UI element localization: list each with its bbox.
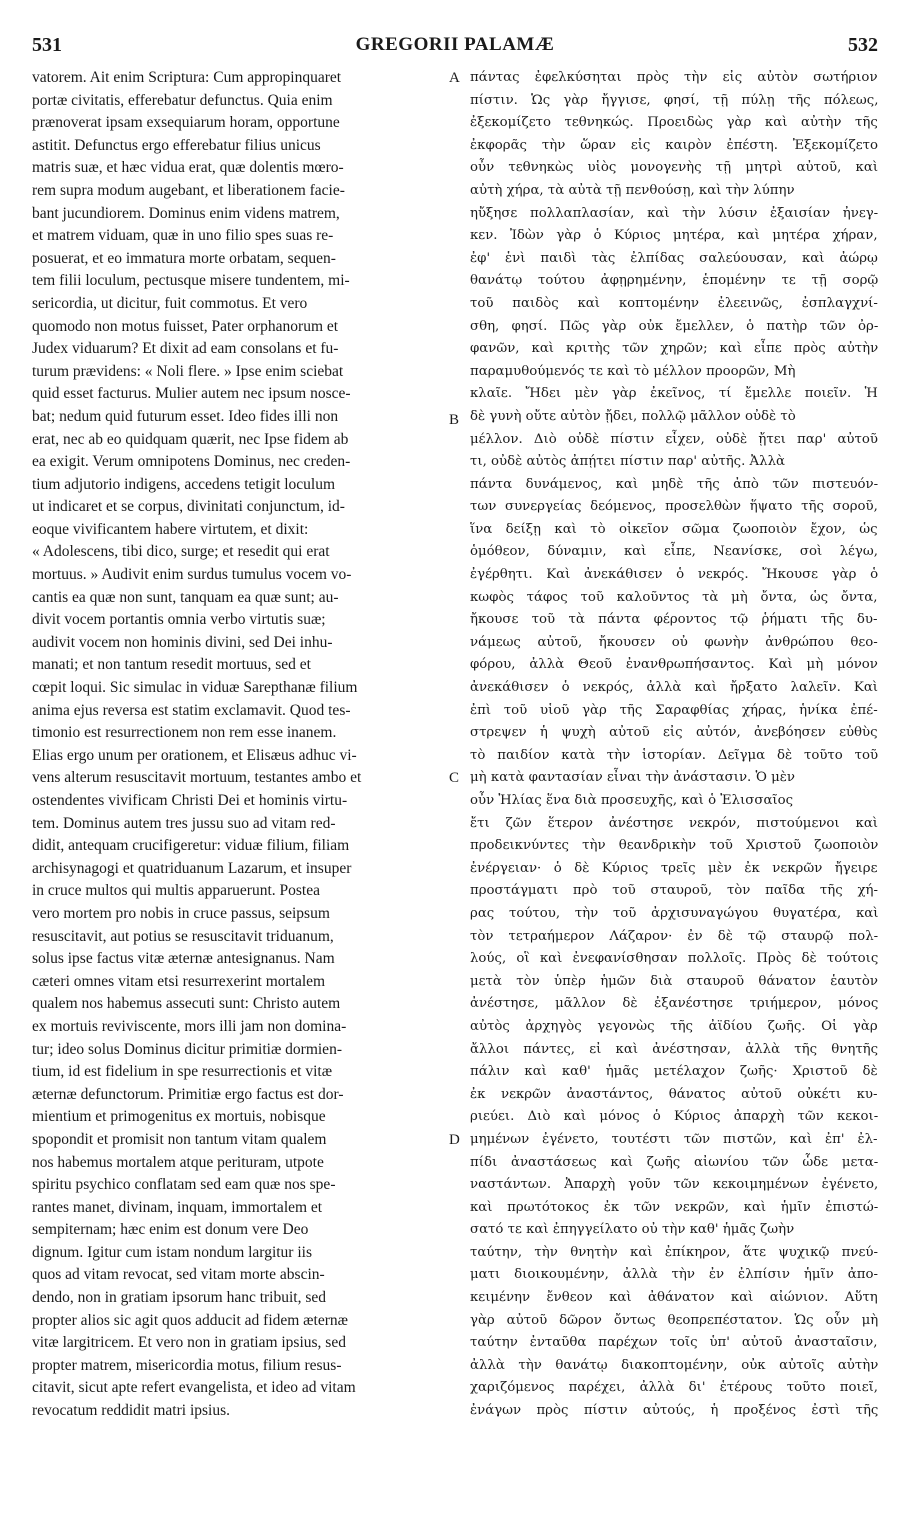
latin-text-line: portæ civitatis, efferebatur defunctus. Quia enim <box>32 91 333 109</box>
greek-text-line: ἐπὶ τοῦ υἱοῦ γὰρ τῆς Σαραφθίας χήρας, ἡνίκα ἐπέ- <box>470 702 878 718</box>
latin-text-line: tium adjutorio indigens, accedens tetigit loculum <box>32 475 336 493</box>
greek-text-line: τὸ παιδίον κατὰ τὴν ἱστορίαν. Δεῖγμα δὲ τοῦτο τοῦ <box>470 747 878 763</box>
greek-text-line: ματι διοικουμένην, ἀλλὰ τὴν ἐν ἐλπίσιν ἡμῖν ἀπο- <box>470 1267 878 1283</box>
latin-text-line: vero mortem pro nobis in cruce passus, seipsum <box>32 904 330 922</box>
latin-text-line: erat, nec ab eo quidquam quærit, nec Ipse fidem ab <box>32 430 349 448</box>
greek-text-line: τοῦ παιδὸς καὶ κοπτομένην ἐλεεινῶς, ἐσπλαγχνί- <box>470 295 878 311</box>
latin-text-line: tur; ideo solus Dominus dicitur primitiæ dormien- <box>32 1040 342 1058</box>
margin-marker-a: A <box>449 70 460 86</box>
greek-text-line: ρας τούτου, τὴν τοῦ ἀρχισυναγώγου θυγατέρα, καὶ <box>470 905 878 921</box>
margin-marker-b: B <box>449 412 460 428</box>
greek-text-line: ταύτην ἐνταῦθα παρέχων τοῖς ὑπ' αὐτοῦ ἀνασταῖσιν, <box>470 1335 878 1351</box>
latin-text-line: posuerat, et eo immatura morte orbatam, sequen- <box>32 249 336 267</box>
latin-text-line: citavit, sicut apte refert evangelista, et ideo ad vitam <box>32 1379 356 1397</box>
greek-text-line: μὴ κατὰ φαντασίαν εἶναι τὴν ἀνάστασιν. Ὁ μὲν <box>470 770 796 786</box>
greek-text-line: κλαῖε. Ἤδει μὲν γὰρ ἐκεῖνος, τί ἔμελλε ποιεῖν. Ἡ <box>470 386 878 402</box>
greek-text-line: ἐφ' ἑνὶ παιδὶ τὰς ἐλπίδας σαλεύουσαν, καὶ ἀώρῳ <box>470 250 878 266</box>
greek-text-line: λούς, οἳ καὶ ἐνεφανίσθησαν πολλοῖς. Πρὸς δὲ τούτοις <box>470 951 878 967</box>
greek-text-line: κωφὸς τάφος τοῦ καλοῦντος τὰ μὴ ὄντα, ὡς ὄντα, <box>470 589 878 605</box>
greek-text-line: τι, οὐδὲ αὐτὸς ἀπῄτει πίστιν παρ' αὐτῆς. Ἀλλὰ <box>470 454 785 470</box>
latin-text-line: quid esset facturus. Mulier autem nec ipsum nosce- <box>32 385 351 403</box>
greek-text-line: οὖν Ἠλίας ἕνα διὰ προσευχῆς, καὶ ὁ Ἐλισσαῖος <box>470 793 794 808</box>
greek-text-line: φανῶν, καὶ κριτὴς τῶν χηρῶν; καὶ εἶπε πρὸς αὐτὴν <box>470 341 878 357</box>
greek-text-line: σθη, φησί. Πῶς γὰρ οὐκ ἔμελλεν, ὁ πατὴρ τῶν ὀρ- <box>470 318 878 334</box>
latin-text-line: ut indicaret et se corpus, divinitati conjunctum, id- <box>32 498 345 516</box>
greek-text-line: μημένων ἐγένετο, τουτέστι τῶν πιστῶν, καὶ ἐπ' ἐλ- <box>470 1131 878 1147</box>
greek-text-line: ἔτι ζῶν ἕτερον ἀνέστησε νεκρόν, πιστούμενοι καὶ <box>470 815 878 831</box>
greek-text-line: ἵνα δείξῃ καὶ τὸ οἰκεῖον σῶμα ζωοποιὸν ἔχον, ὡς <box>470 521 878 537</box>
greek-text-line: προδεικνύντες τὴν θεανδρικὴν τοῦ Χριστοῦ ζωοποιὸν <box>470 838 878 854</box>
latin-text-line: vatorem. Ait enim Scriptura: Cum appropinquaret <box>32 69 342 86</box>
greek-text-line: μετὰ τὸν ὑπὲρ ἡμῶν διὰ σταυροῦ θάνατον ἑαυτὸν <box>470 973 878 989</box>
latin-text-line: tem filii loculum, pectusque misere tundentem, mi- <box>32 272 350 290</box>
greek-text-line: ὁμόθεον, δύναμιν, καὶ εἶπε, Νεανίσκε, σοὶ λέγω, <box>470 544 878 560</box>
running-title: GREGORII PALAMÆ <box>355 34 555 55</box>
latin-text-line: tium, id est fidelium in spe resurrectionis et vitæ <box>32 1063 333 1081</box>
greek-text-line: παραμυθούμενός τε καὶ τὸ μέλλον προορῶν, Μὴ <box>470 363 796 379</box>
greek-text-line: των συνεργείας δεόμενος, προσελθὼν ἥψατο τῆς σοροῦ, <box>470 499 878 515</box>
latin-text-line: æternæ defunctorum. Primitiæ ergo factus est dor- <box>32 1085 344 1103</box>
greek-text-line: ἐκφορᾶς τὴν ὥραν εἰς καιρὸν ἐπέστη. Ἐξεκομίζετο <box>470 137 878 153</box>
margin-marker-d: D <box>449 1132 460 1148</box>
greek-text-line: ἐνάγων πρὸς πίστιν αὐτούς, ἡ προξένος ἐστὶ τῆς <box>470 1403 878 1419</box>
latin-text-line: sericordia, ut dicitur, fuit commotus. Et vero <box>32 294 308 312</box>
latin-text-line: propter alios sic agit quos adducit ad fidem æternæ <box>32 1311 348 1329</box>
latin-text-line: rem supra modum augebant, et liberationem facie- <box>32 181 345 199</box>
greek-text-line: πάντας ἐφελκύσηται πρὸς τὴν εἰς αὐτὸν σωτήριον <box>470 70 878 85</box>
margin-marker-c: C <box>449 770 460 786</box>
latin-text-line: quos ad vitam revocat, sed vitam morte abscin- <box>32 1266 325 1284</box>
left-page-number: 531 <box>32 34 62 56</box>
latin-text-line: ex mortuis reviviscente, mors illi jam non domina- <box>32 1017 347 1035</box>
greek-text-line: τὸν τετραήμερον Λάζαρον· ἐν δὲ τῷ σταυρῷ πολ- <box>470 928 878 944</box>
greek-text-line: ἐκ νεκρῶν ἀναστάντος, θάνατος αὐτοῦ οὐκέτι κυ- <box>470 1086 878 1102</box>
latin-text-line: anima ejus reversa est statim exclamavit. Quod tes- <box>32 701 351 719</box>
greek-text-line: πάντα δυνάμενος, καὶ μηδὲ τῆς ἀπὸ τῶν πιστευόν- <box>470 476 878 492</box>
latin-text-line: quomodo non motus fuisset, Pater orphanorum et <box>32 317 339 335</box>
latin-text-line: tem. Dominus autem tres jussu suo ad vitam red- <box>32 814 336 832</box>
latin-text-line: cantis ea quæ non sunt, tanquam ea quæ sunt; au- <box>32 588 339 606</box>
latin-text-line: ostendentes vivificam Christi Dei et hominis virtu- <box>32 792 348 809</box>
latin-text-line: audivit vocem non hominis divini, sed Dei inhu- <box>32 633 333 651</box>
greek-text-line: πάλιν καὶ καθ' ἡμᾶς μετέλαχον ζωῆς· Χριστοῦ δὲ <box>470 1064 878 1080</box>
latin-text-line: prænoverat ipsam exsequiarum horam, opportune <box>32 114 340 132</box>
latin-text-line: spopondit et promisit non tantum vitam qualem <box>32 1130 327 1148</box>
latin-text-line: timonio est resurrectionem non rem esse inanem. <box>32 724 337 742</box>
latin-text-line: resuscitavit, aut potius se resuscitavit triduanum, <box>32 927 334 945</box>
latin-text-line: solus ipse factus vitæ æternæ antesignanus. Nam <box>32 950 335 968</box>
latin-text-line: mientium et primogenitus ex mortuis, nobisque <box>32 1108 326 1126</box>
latin-text-line: vens alterum resuscitavit mortuum, testantes ambo et <box>32 769 362 787</box>
latin-text-line: mortuus. » Audivit enim surdus tumulus vocem vo- <box>32 566 352 584</box>
latin-text-line: archisynagogi et quatriduanum Lazarum, et insuper <box>32 859 352 877</box>
greek-text-line: ἐνέργειαν· ὁ δὲ Κύριος τρεῖς μὲν ἐκ νεκρῶν ἤγειρε <box>470 860 878 876</box>
latin-text-line: spiritu psychico conflatam sed eam quæ nos spe- <box>32 1176 336 1194</box>
greek-text-line: ἐξεκομίζετο τεθνηκώς. Προειδὼς γὰρ καὶ αὐτὴν τῆς <box>470 115 878 131</box>
latin-text-line: Judex viduarum? Et dixit ad eam consolans et fu- <box>32 340 339 358</box>
latin-text-line: divit vocem portantis omnia verbo virtutis suæ; <box>32 611 326 629</box>
greek-column <box>470 67 878 1423</box>
greek-text-line: κειμένην ἔνθεον καὶ ἀθάνατον καὶ αἰώνιον. Αὕτη <box>470 1290 878 1306</box>
greek-text-line: οὖν τεθνηκὼς υἱὸς μονογενὴς τῇ μητρὶ αὐτοῦ, καὶ <box>470 160 878 176</box>
right-page-number: 532 <box>848 34 878 56</box>
greek-text-line: αὐτὸς ἀρχηγὸς γεγονὼς τῆς ἀϊδίου ζωῆς. Οἱ γὰρ <box>470 1018 878 1034</box>
latin-text-line: bant jucundiorem. Dominus enim videns matrem, <box>32 204 340 222</box>
greek-text-line: σατό τε καὶ ἐπηγγείλατο οὐ τὴν καθ' ἡμᾶς ζωὴν <box>470 1222 795 1238</box>
greek-text-line: ἄλλοι πάντες, εἰ καὶ ἀνέστησαν, ἀλλὰ τῆς θνητῆς <box>470 1041 878 1057</box>
latin-text-line: « Adolescens, tibi dico, surge; et resedit qui erat <box>32 543 330 561</box>
latin-text-line: turum prævidens: « Noli flere. » Ipse enim sciebat <box>32 362 344 380</box>
latin-text-line: in cruce multos qui multis apparuerunt. Postea <box>32 882 320 900</box>
greek-text-line: ηὔξησε πολλαπλασίαν, καὶ τὴν λύσιν ἐξαισίαν ἠνεγ- <box>470 205 878 221</box>
greek-text-line: δὲ γυνὴ οὔτε αὐτὸν ᾔδει, πολλῷ μᾶλλον οὐδὲ τὸ <box>470 408 796 424</box>
latin-text-line: bat; nedum quid futurum esset. Ideo fides illi non <box>32 407 339 425</box>
greek-text-line: προστάγματι πρὸ τοῦ σταυροῦ, τὸν παῖδα τῆς χή- <box>470 883 878 899</box>
latin-text-line: Elias ergo unum per orationem, et Elisæus adhuc vi- <box>32 746 357 764</box>
latin-text-line: et matrem viduam, quæ in uno filio spes suas re- <box>32 227 334 245</box>
greek-text-line: κεν. Ἰδὼν γὰρ ὁ Κύριος μητέρα, καὶ μητέρα χήραν, <box>470 228 878 244</box>
greek-text-line: φόρου, ἀλλὰ Θεοῦ ἐνανθρωπήσαντος. Καὶ μὴ μόνον <box>470 657 878 673</box>
latin-text-line: manati; et non tantum resedit mortuus, sed et <box>32 656 311 674</box>
greek-text-line: καὶ πρωτότοκος ἐκ τῶν νεκρῶν, καὶ ἡμῖν ἐπιστώ- <box>470 1199 878 1215</box>
greek-text-line: ἤκουσε τοῦ τὰ πάντα φέροντος τῷ ῥήματι τῆς δυ- <box>470 612 878 628</box>
latin-text-line: vitæ largitricem. Et vero non in gratiam ipsius, sed <box>32 1334 346 1352</box>
greek-text-line: στρεψεν ἡ ψυχὴ αὐτοῦ εἰς αὐτόν, ἀνεβόησεν εὐθὺς <box>470 725 878 741</box>
latin-text-line: cæteri omnes vitam etsi resurrexerint mortalem <box>32 972 326 990</box>
greek-text-line: ἀνέστησε, μᾶλλον δὲ ἐξανέστησε τριήμερον, μόνος <box>470 996 878 1012</box>
greek-text-line: πίδι ἀναστάσεως καὶ ζωῆς αἰωνίου τῶν ὧδε μετα- <box>470 1154 878 1170</box>
latin-text-line: matris suæ, et hæc vidua erat, quæ dolentis mœro- <box>32 159 344 177</box>
greek-text-line: ἐγέρθητι. Καὶ ἀνεκάθισεν ὁ νεκρός. Ἤκουσε γὰρ ὁ <box>470 567 878 583</box>
greek-text-line: χαριζόμενος παρέχει, ἀλλὰ δι' ἑτέρους τοῦτο ποιεῖ, <box>470 1380 878 1396</box>
latin-text-line: cœpit loqui. Sic simulac in viduæ Sarepthanæ filium <box>32 679 358 697</box>
greek-text-line: νάμεως αὐτοῦ, ἤκουσεν οὐ φωνὴν ἀνθρώπου θεο- <box>470 634 878 650</box>
greek-text-line: αὐτὴ χήρα, τὰ αὐτὰ τῇ πενθούσῃ, καὶ τὴν λύπην <box>470 182 795 198</box>
latin-text-line: propter matrem, misericordia motus, filium resus- <box>32 1356 342 1374</box>
greek-text-line: θανάτῳ τούτου ἀφῃρημένην, ἑπομένην τε τῇ σορῷ <box>470 273 878 289</box>
greek-text-line: μέλλον. Διὸ οὐδὲ πίστιν εἶχεν, οὐδὲ ᾔτει παρ' αὐτοῦ <box>470 431 878 447</box>
latin-text-line: eoque vivificantem habere virtutem, et dixit: <box>32 520 309 538</box>
greek-text-line: ναστάντων. Ἀπαρχὴ γοῦν τῶν κεκοιμημένων ἐγένετο, <box>470 1177 878 1193</box>
latin-text-line: sempiternam; hæc enim est donum vere Deo <box>32 1221 309 1239</box>
latin-text-line: qualem nos habemus assecuti sunt: Christo autem <box>32 995 341 1013</box>
latin-column <box>32 67 448 1423</box>
greek-text-line: πίστιν. Ὡς γὰρ ἤγγισε, φησί, τῇ πύλῃ τῆς πόλεως, <box>470 92 878 108</box>
greek-text-line: ἀλλὰ τὴν θανάτῳ διακοπτομένην, οὐκ αὐτοῖς αὐτὴν <box>470 1357 878 1373</box>
latin-text-line: dignum. Igitur cum istam nondum largitur iis <box>32 1243 312 1261</box>
latin-text-line: rantes manet, divinam, inquam, immortalem et <box>32 1198 323 1216</box>
latin-text-line: nos habemus mortalem atque perituram, utpote <box>32 1153 324 1171</box>
latin-text-line: dendo, non in gratiam ipsorum hanc tribuit, sed <box>32 1289 327 1307</box>
greek-text-line: ριεύει. Διὸ καὶ μόνος ὁ Κύριος ἀπαρχὴ τῶν κεκοι- <box>470 1109 878 1125</box>
greek-text-line: ἀνεκάθισεν ὁ νεκρός, ἀλλὰ καὶ ἤρξατο λαλεῖν. Καὶ <box>470 680 878 696</box>
greek-text-line: ταύτην, τὴν θνητὴν καὶ ἐπίκηρον, ἅτε ψυχικῷ πνεύ- <box>470 1244 878 1260</box>
greek-text-line: γὰρ αὐτοῦ δῶρον ὄντως θεοπρεπέστατον. Ὡς οὖν μὴ <box>470 1312 878 1328</box>
latin-text-line: ea exigit. Verum omnipotens Dominus, nec creden- <box>32 453 351 471</box>
page-header <box>32 34 878 66</box>
latin-text-line: astitit. Defunctus ergo efferebatur filius unicus <box>32 136 321 154</box>
latin-text-line: didit, antequam crucifigeretur: viduæ filium, filiam <box>32 837 350 855</box>
latin-text-line: revocatum reddidit matri ipsius. <box>32 1402 231 1420</box>
